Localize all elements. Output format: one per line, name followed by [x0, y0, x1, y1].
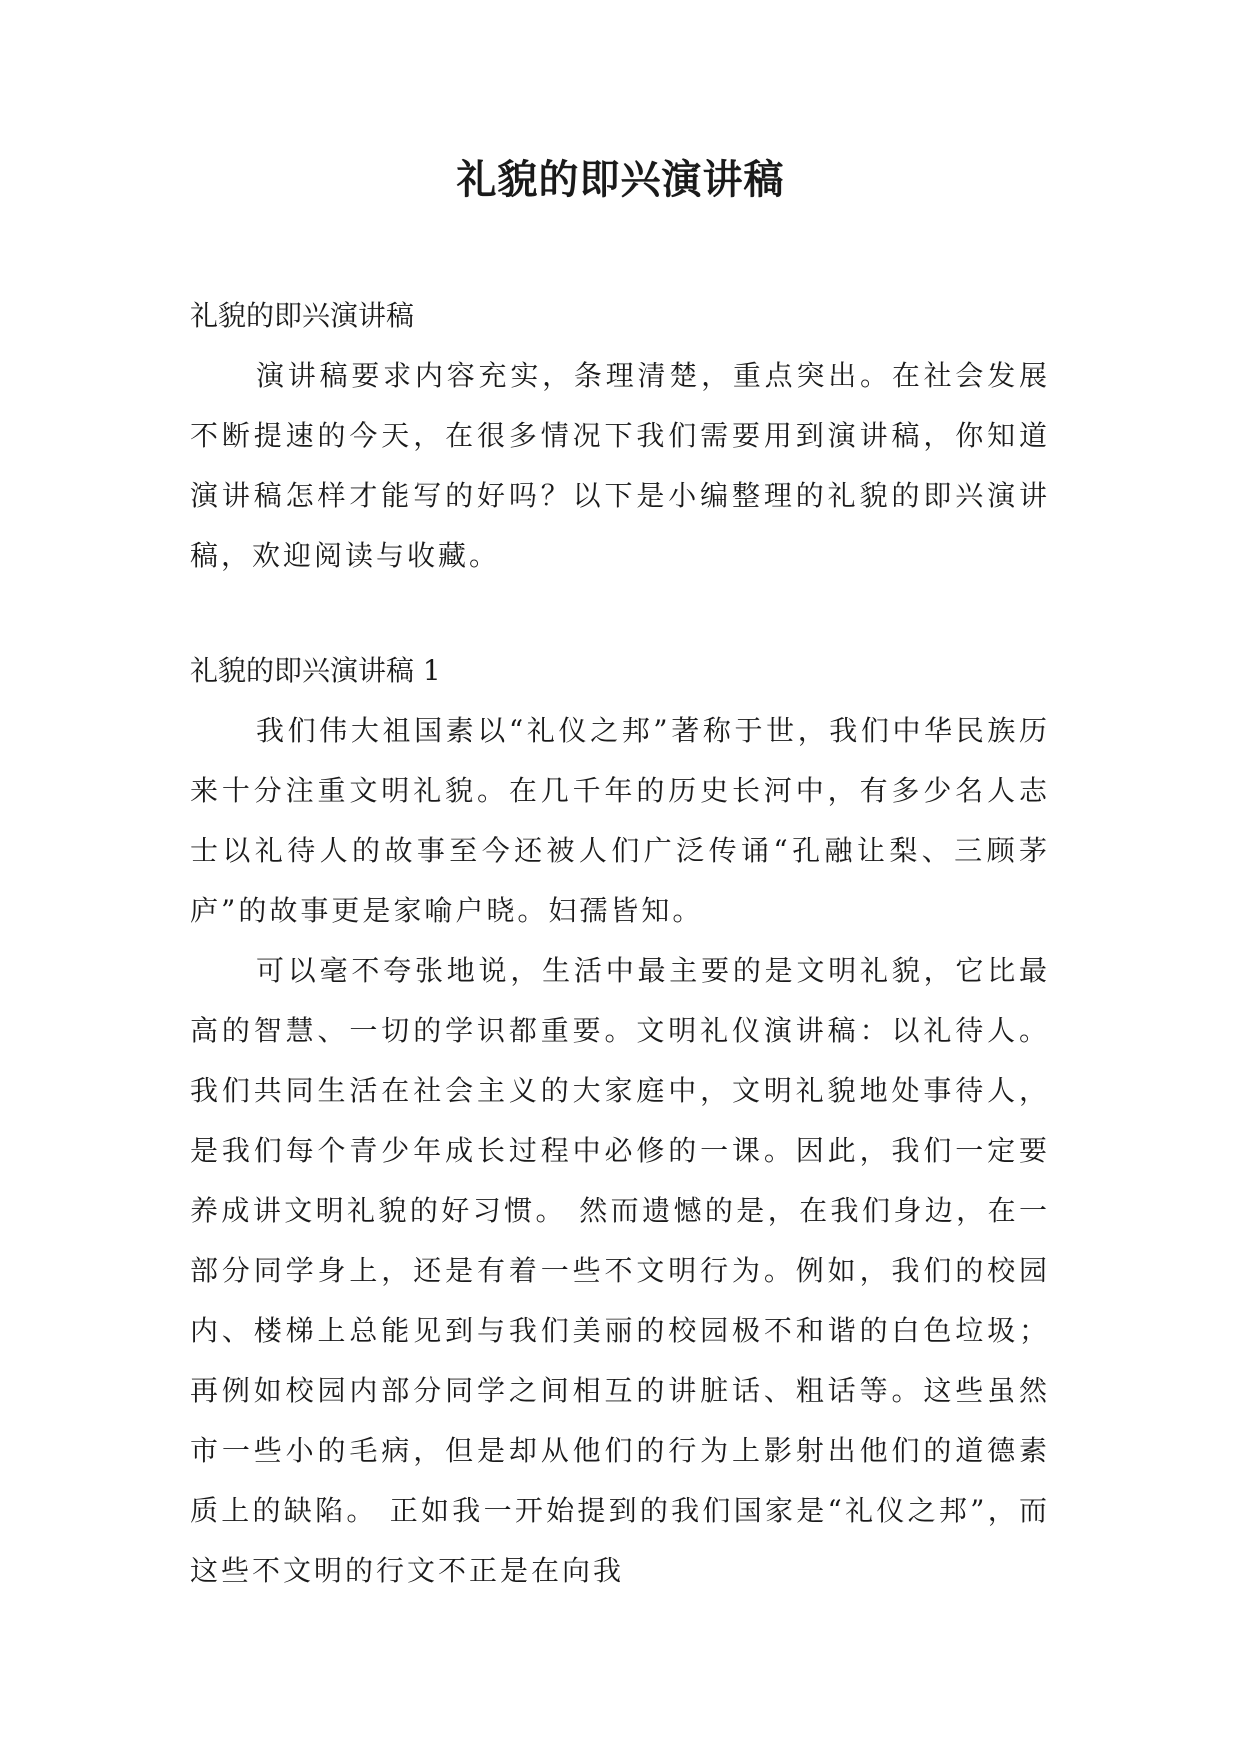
- speech-1-paragraph-2: 可以毫不夸张地说，生活中最主要的是文明礼貌，它比最高的智慧、一切的学识都重要。文明礼仪演讲稿：以礼待人。我们共同生活在社会主义的大家庭中，文明礼貌地处事待人，是我们每个青少年成长过程中必修的一课。因此，我们一定要养成讲文明礼貌的好习惯。 然而遗憾的是，在我们身边，在一部分同学身上，还是有着一些不文明行为。例如，我们的校园内、楼梯上总能见到与我们美丽的校园极不和谐的白色垃圾；再例如校园内部分同学之间相互的讲脏话、粗话等。这些虽然市一些小的毛病，但是却从他们的行为上影射出他们的道德素质上的缺陷。 正如我一开始提到的我们国家是“礼仪之邦”，而这些不文明的行文不正是在向我: [190, 954, 1050, 1587]
- section-heading: 礼貌的即兴演讲稿: [190, 299, 415, 332]
- intro-paragraph: 演讲稿要求内容充实，条理清楚，重点突出。在社会发展不断提速的今天，在很多情况下我们需要用到演讲稿，你知道演讲稿怎样才能写的好吗？以下是小编整理的礼貌的即兴演讲稿，欢迎阅读与收藏。: [190, 359, 1050, 572]
- speech-1-heading: 礼貌的即兴演讲稿 1: [190, 654, 441, 687]
- speech-1-paragraph-1: 我们伟大祖国素以“礼仪之邦”著称于世，我们中华民族历来十分注重文明礼貌。在几千年的历史长河中，有多少名人志士以礼待人的故事至今还被人们广泛传诵“孔融让梨、三顾茅庐”的故事更是家喻户晓。妇孺皆知。: [190, 714, 1050, 927]
- document-title: 礼貌的即兴演讲稿: [456, 157, 785, 203]
